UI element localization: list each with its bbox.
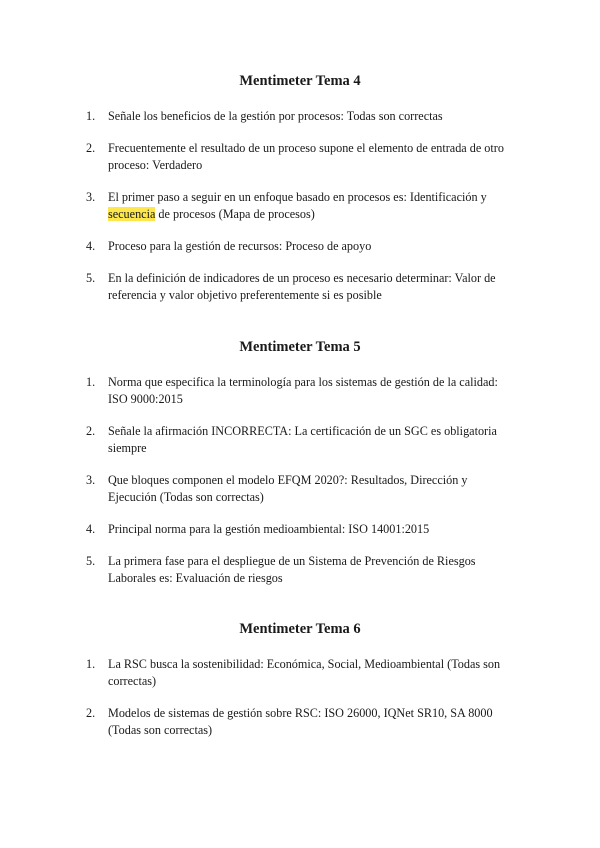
question-list — [0, 108, 600, 304]
item-text: La RSC busca la sostenibilidad: Económica, Social, Medioambiental (Todas son correctas) — [108, 657, 501, 688]
highlighted-word: secuencia — [108, 207, 156, 221]
item-text: Señale los beneficios de la gestión por procesos: Todas son correctas — [108, 109, 443, 123]
list-item — [0, 108, 600, 125]
item-text: La primera fase para el despliegue de un Sistema de Prevención de Riesgos Laborales es: Evaluación de riesgos — [108, 554, 476, 585]
item-number: 4. — [86, 522, 96, 536]
item-number: 4. — [86, 239, 96, 253]
list-item — [0, 705, 600, 739]
list-item — [0, 270, 600, 304]
list-item — [0, 374, 600, 408]
question-list — [0, 656, 600, 739]
item-number: 1. — [86, 375, 96, 389]
item-text: Proceso para la gestión de recursos: Proceso de apoyo — [108, 239, 372, 253]
list-item — [0, 189, 600, 223]
item-number: 2. — [86, 424, 96, 438]
item-number: 5. — [86, 554, 96, 568]
list-item — [0, 553, 600, 587]
section-title: Mentimeter Tema 6 — [239, 621, 361, 637]
item-number: 1. — [86, 657, 96, 671]
item-text: Principal norma para la gestión medioambiental: ISO 14001:2015 — [108, 522, 430, 536]
item-text: Señale la afirmación INCORRECTA: La certificación de un SGC es obligatoria siempre — [108, 424, 497, 455]
list-item — [0, 423, 600, 457]
section-tema-4 — [0, 72, 600, 304]
item-text: Modelos de sistemas de gestión sobre RSC: ISO 26000, IQNet SR10, SA 8000 (Todas son correctas) — [108, 706, 493, 737]
item-number: 5. — [86, 271, 96, 285]
section-title: Mentimeter Tema 4 — [239, 73, 361, 89]
item-text-end: de procesos (Mapa de procesos) — [155, 207, 315, 221]
section-tema-6 — [0, 620, 600, 739]
item-number: 3. — [86, 473, 96, 487]
list-item — [0, 521, 600, 538]
item-text: Frecuentemente el resultado de un proceso supone el elemento de entrada de otro proceso: Verdadero — [108, 141, 504, 172]
list-item — [0, 140, 600, 174]
list-item — [0, 656, 600, 690]
question-list — [0, 374, 600, 587]
section-title: Mentimeter Tema 5 — [239, 339, 361, 355]
item-text: Que bloques componen el modelo EFQM 2020?: Resultados, Dirección y Ejecución (Todas son correctas) — [108, 473, 468, 504]
item-text: En la definición de indicadores de un proceso es necesario determinar: Valor de referencia y valor objetivo preferentemente si es posible — [108, 271, 496, 302]
item-number: 2. — [86, 706, 96, 720]
item-text-start: El primer paso a seguir en un enfoque basado en procesos es: Identificación y — [108, 190, 487, 204]
section-tema-5 — [0, 338, 600, 587]
item-number: 1. — [86, 109, 96, 123]
list-item — [0, 472, 600, 506]
item-number: 2. — [86, 141, 96, 155]
list-item — [0, 238, 600, 255]
item-text: Norma que especifica la terminología para los sistemas de gestión de la calidad: ISO 9000:2015 — [108, 375, 498, 406]
item-number: 3. — [86, 190, 96, 204]
